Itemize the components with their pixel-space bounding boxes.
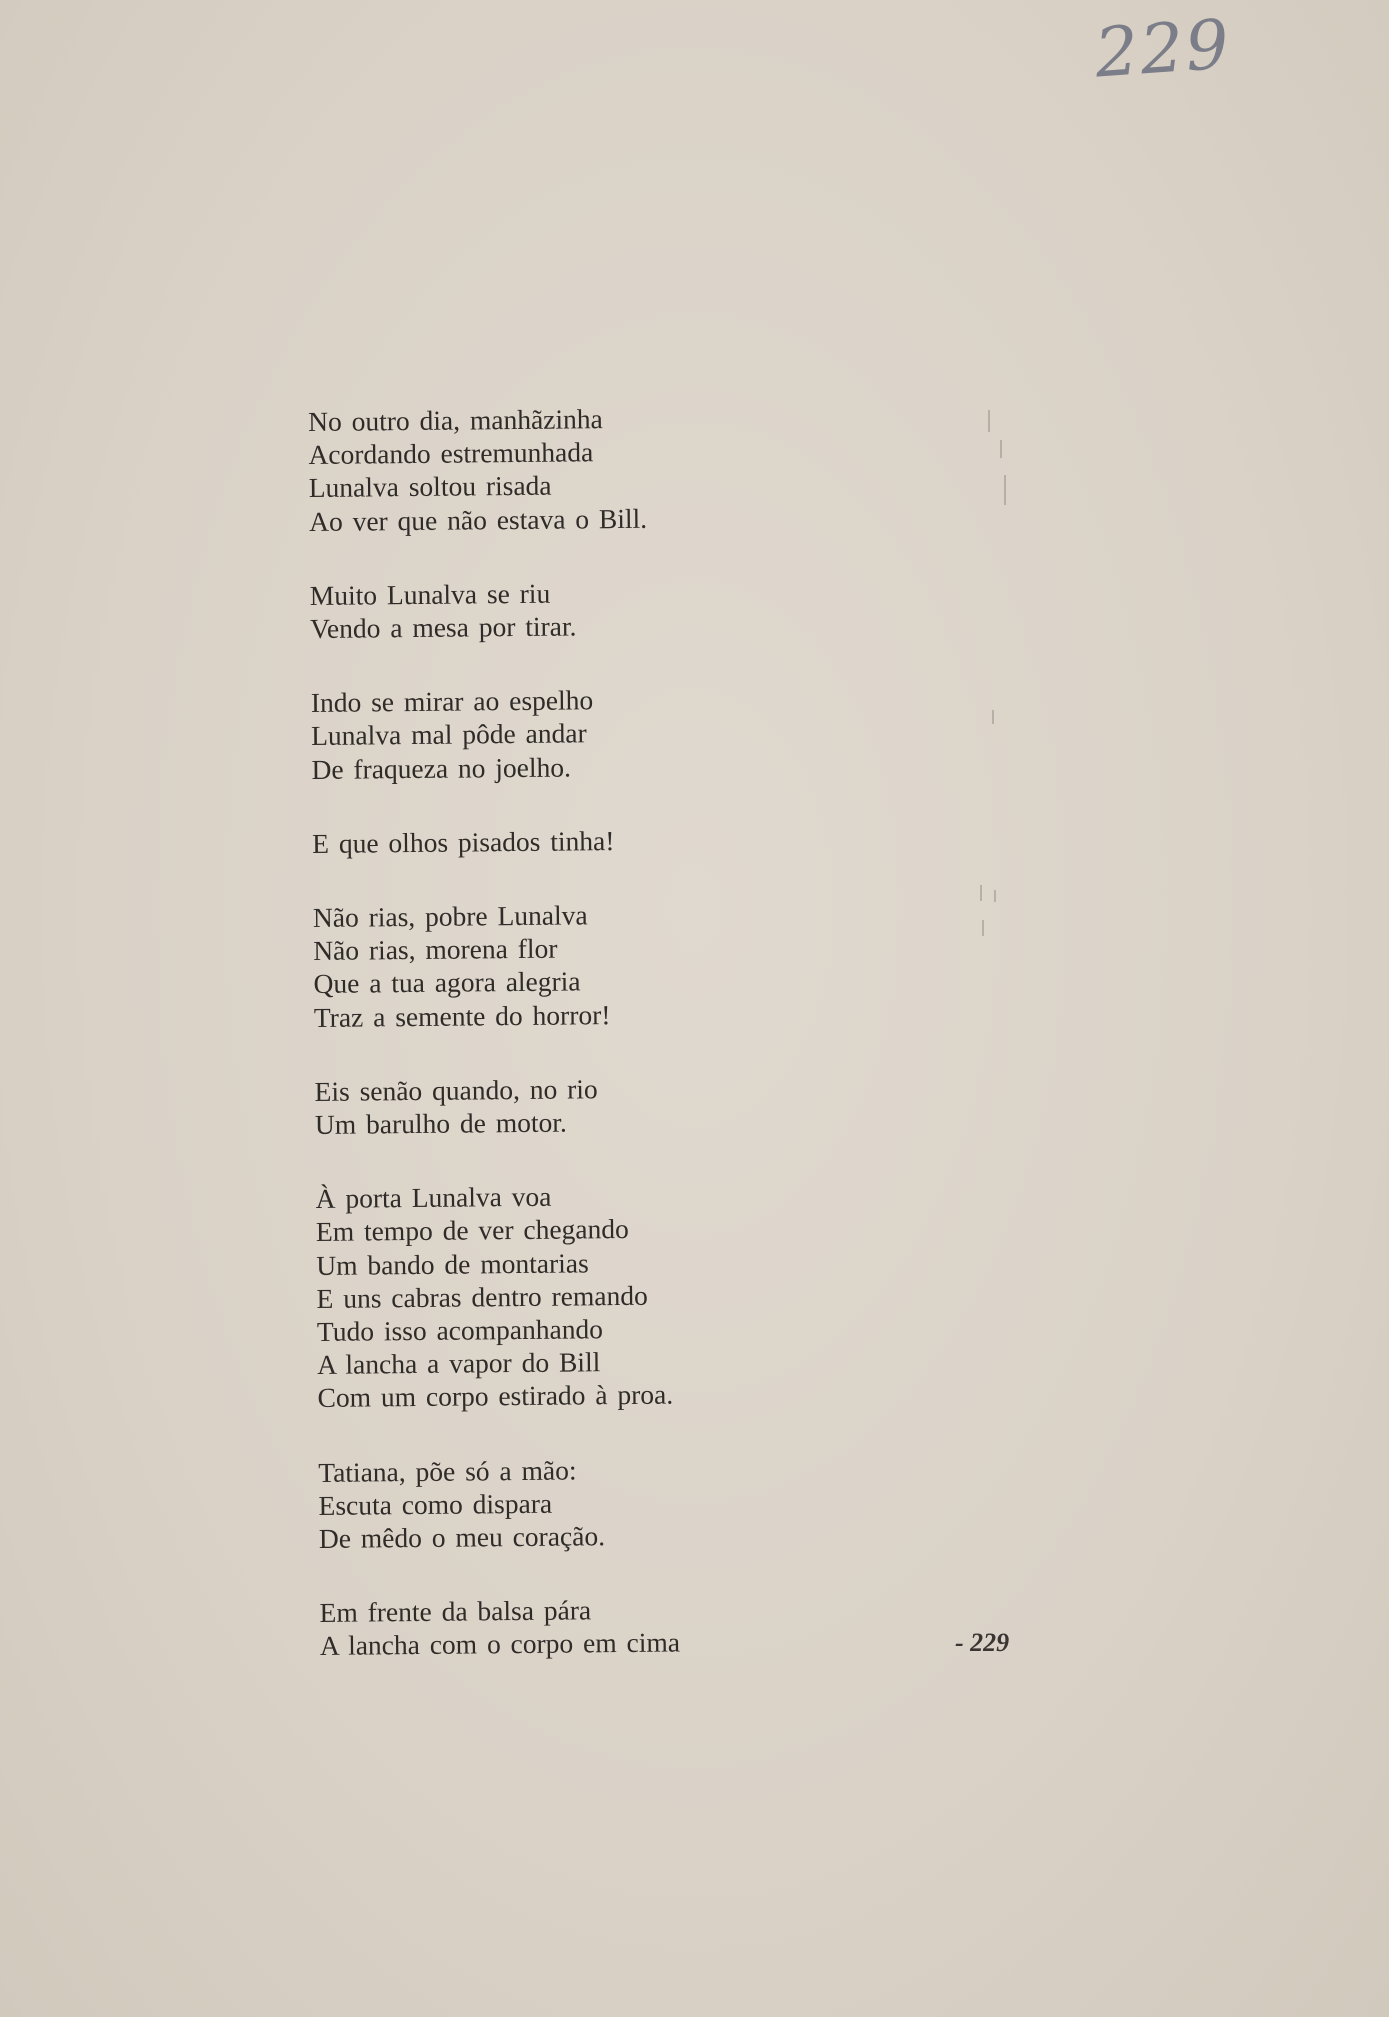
poem-line: Tatiana, põe só a mão: [318, 1454, 577, 1488]
printed-page-number: - 229 [955, 1628, 1010, 1657]
poem-line: Eis senão quando, no rio [314, 1073, 598, 1107]
poem-line: A lancha com o corpo em cima [319, 1626, 681, 1662]
poem-line: Traz a semente do horror! [313, 998, 611, 1033]
stanza [311, 680, 952, 786]
poem-line: Lunalva mal pôde andar [311, 717, 587, 752]
poem-line: Tudo isso acompanhando [316, 1313, 604, 1348]
poem-line: De fraqueza no joelho. [311, 751, 572, 785]
stanza [308, 399, 949, 538]
poem-line: Em frente da balsa pára [319, 1594, 592, 1629]
poem-line: A lancha a vapor do Bill [317, 1346, 601, 1381]
stanza [314, 1069, 955, 1142]
poem-line: Um bando de montarias [316, 1247, 589, 1281]
poem-line: Que a tua agora alegria [313, 965, 581, 1000]
poem-line: No outro dia, manhãzinha [308, 403, 603, 437]
poem-line: E uns cabras dentro remando [316, 1279, 648, 1314]
poem-line: Em tempo de ver chegando [315, 1213, 629, 1248]
poem-line: E que olhos pisados tinha! [312, 824, 615, 859]
poem-line: Não rias, pobre Lunalva [312, 899, 588, 934]
stanza [312, 821, 952, 860]
poem-line: Com um corpo estirado à proa. [317, 1379, 674, 1414]
handwritten-page-number: 229 [1092, 5, 1234, 94]
poem-line: Muito Lunalva se riu [309, 577, 551, 611]
poem-line: Indo se mirar ao espelho [310, 684, 594, 719]
stanza [318, 1449, 959, 1555]
stanza [315, 1176, 957, 1415]
margin-marks [970, 400, 1030, 1120]
poem-line: Lunalva soltou risada [308, 470, 552, 504]
poem-line: De mêdo o meu coração. [318, 1520, 606, 1555]
poem [308, 399, 960, 1704]
poem-line: À porta Lunalva voa [315, 1180, 552, 1215]
stanza [310, 573, 951, 646]
poem-line: Um barulho de motor. [314, 1106, 567, 1141]
poem-line: Acordando estremunhada [308, 436, 594, 471]
poem-line: Vendo a mesa por tirar. [309, 610, 577, 645]
stanza [313, 895, 954, 1034]
poem-line: Ao ver que não estava o Bill. [308, 502, 648, 537]
poem-line: Escuta como dispara [318, 1487, 553, 1521]
poem-line: Não rias, morena flor [313, 932, 558, 967]
stanza [319, 1590, 960, 1663]
